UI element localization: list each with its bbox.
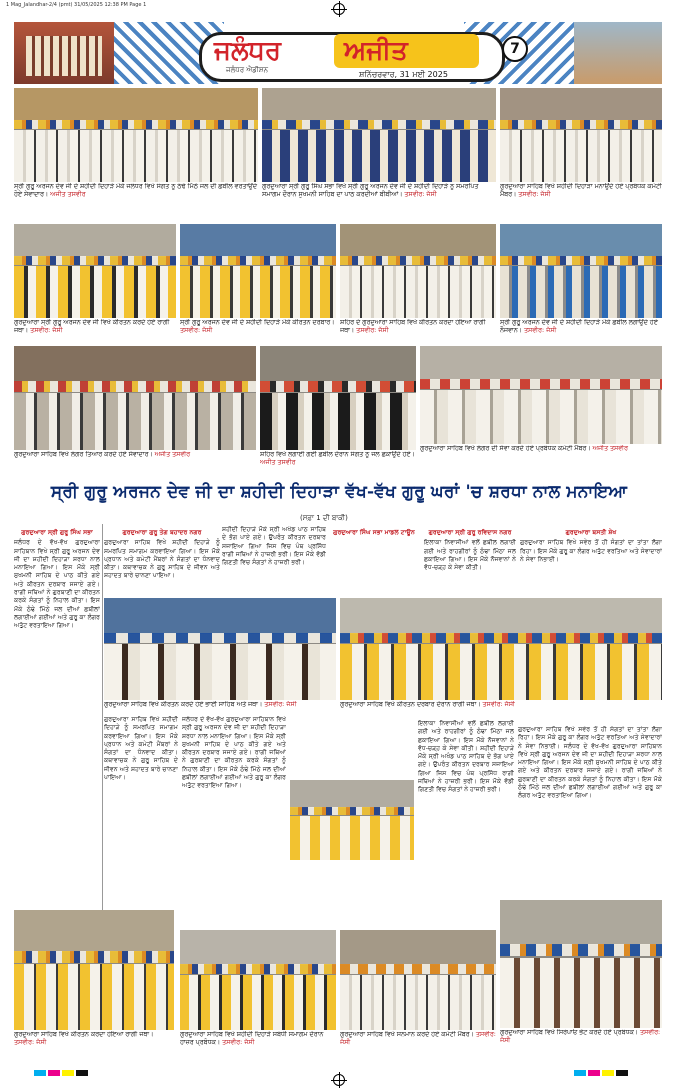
- page-number: 7: [502, 36, 528, 62]
- color-swatch: [34, 1070, 46, 1076]
- registration-mark-icon: [333, 3, 345, 15]
- photo-caption: ਗੁਰਦੁਆਰਾ ਸਾਹਿਬ ਵਿਖੇ ਸ਼ਹੀਦੀ ਦਿਹਾੜੇ ਸਬੰਧੀ ਸਮਾਗਮ ਦੌਰਾਨ ਹਾਜ਼ਰ ਪ੍ਰਬੰਧਕ। ਤਸਵੀਰ: ਜੱਸੀ: [180, 1031, 324, 1046]
- news-photo: [14, 910, 174, 1030]
- masthead-paper-name: ਅਜੀਤ: [334, 34, 479, 68]
- news-photo: [14, 224, 176, 318]
- main-headline: ਸ੍ਰੀ ਗੁਰੂ ਅਰਜਨ ਦੇਵ ਜੀ ਦਾ ਸ਼ਹੀਦੀ ਦਿਹਾੜਾ ਵੱਖ-ਵੱਖ ਗੁਰੂ ਘਰਾਂ 'ਚ ਸ਼ਰਧਾ ਨਾਲ ਮਨਾਇਆ: [50, 482, 628, 502]
- news-photo: [340, 598, 662, 700]
- news-photo: [340, 224, 496, 318]
- photo-caption: ਸ੍ਰੀ ਗੁਰੂ ਅਰਜਨ ਦੇਵ ਜੀ ਦੇ ਸ਼ਹੀਦੀ ਦਿਹਾੜੇ ਮੌਕੇ ਕੀਰਤਨ ਦਰਬਾਰ। ਤਸਵੀਰ: ਜੱਸੀ: [180, 319, 335, 334]
- color-swatch: [62, 1070, 74, 1076]
- photo-caption: ਗੁਰਦੁਆਰਾ ਸਾਹਿਬ ਵਿਖੇ ਸਿਰੋਪਾਓ ਭੇਟ ਕਰਦੇ ਹੋਏ ਪ੍ਰਬੰਧਕ। ਤਸਵੀਰ: ਜੱਸੀ: [500, 1029, 661, 1044]
- article-column: ਇਲਾਕਾ ਨਿਵਾਸੀਆਂ ਵਲੋਂ ਛਬੀਲ ਲਗਾਈ ਗਈ ਅਤੇ ਰਾਹਗੀਰਾਂ ਨੂੰ ਠੰਢਾ ਮਿੱਠਾ ਜਲ ਛਕਾਇਆ ਗਿਆ। ਇਸ ਮੌਕੇ ਨੌਜਵਾਨਾਂ ਨੇ ਵੱਧ-ਚੜ੍ਹ ਕੇ ਸੇਵਾ ਕੀਤੀ। ਸ਼ਹੀਦੀ ਦਿਹਾੜੇ ਮੌਕੇ ਸ੍ਰੀ ਅਖੰਡ ਪਾਠ ਸਾਹਿਬ ਦੇ ਭੋਗ ਪਾਏ ਗਏ। ਉਪਰੰਤ ਕੀਰਤਨ ਦਰਬਾਰ ਸਜਾਇਆ ਗਿਆ ਜਿਸ ਵਿਚ ਪੰਥ ਪ੍ਰਸਿੱਧ ਰਾਗੀ ਜਥਿਆਂ ਨੇ ਹਾਜ਼ਰੀ ਭਰੀ। ਇਸ ਮੌਕੇ ਵੱਡੀ ਗਿਣਤੀ ਵਿਚ ਸੰਗਤਾਂ ਨੇ ਹਾਜ਼ਰੀ ਭਰੀ।: [418, 720, 514, 794]
- news-photo: [500, 900, 662, 1028]
- registration-mark-icon: [333, 1074, 345, 1086]
- color-swatch: [48, 1070, 60, 1076]
- article-column: ਗੁਰਦੁਆਰਾ ਗੁਰੂ ਤੇਗ ਬਹਾਦਰ ਨਗਰ ਗੁਰਦੁਆਰਾ ਸਾਹਿਬ ਵਿਖੇ ਸ਼ਹੀਦੀ ਦਿਹਾੜੇ ਨੂੰ ਸਮਰਪਿਤ ਸਮਾਗਮ ਕਰਵਾਇਆ ਗਿਆ। ਇਸ ਮੌਕੇ ਪ੍ਰਧਾਨ ਅਤੇ ਕਮੇਟੀ ਮੈਂਬਰਾਂ ਨੇ ਸੰਗਤਾਂ ਦਾ ਧੰਨਵਾਦ ਕੀਤਾ। ਕਥਾਵਾਚਕ ਨੇ ਗੁਰੂ ਸਾਹਿਬ ਦੇ ਜੀਵਨ ਅਤੇ ਸ਼ਹਾਦਤ ਬਾਰੇ ਚਾਨਣਾ ਪਾਇਆ।: [104, 529, 220, 580]
- news-photo: [500, 224, 662, 318]
- masthead: [14, 22, 662, 84]
- masthead-building-image: [14, 22, 114, 84]
- article-column: ਸ਼ਹੀਦੀ ਦਿਹਾੜੇ ਮੌਕੇ ਸ੍ਰੀ ਅਖੰਡ ਪਾਠ ਸਾਹਿਬ ਦੇ ਭੋਗ ਪਾਏ ਗਏ। ਉਪਰੰਤ ਕੀਰਤਨ ਦਰਬਾਰ ਸਜਾਇਆ ਗਿਆ ਜਿਸ ਵਿਚ ਪੰਥ ਪ੍ਰਸਿੱਧ ਰਾਗੀ ਜਥਿਆਂ ਨੇ ਹਾਜ਼ਰੀ ਭਰੀ। ਇਸ ਮੌਕੇ ਵੱਡੀ ਗਿਣਤੀ ਵਿਚ ਸੰਗਤਾਂ ਨੇ ਹਾਜ਼ਰੀ ਭਰੀ।: [222, 526, 326, 567]
- photo-caption: ਗੁਰਦੁਆਰਾ ਸਾਹਿਬ ਵਿਖੇ ਲੰਗਰ ਤਿਆਰ ਕਰਦੇ ਹੋਏ ਸੇਵਾਦਾਰ। ਅਜੀਤ ਤਸਵੀਰ: [14, 451, 191, 458]
- news-photo: [14, 346, 256, 450]
- article-column: ਗੁਰਦੁਆਰਾ ਸ੍ਰੀ ਗੁਰੂ ਸਿੰਘ ਸਭਾ ਜਲੰਧਰ ਦੇ ਵੱਖ-ਵੱਖ ਗੁਰਦੁਆਰਾ ਸਾਹਿਬਾਨ ਵਿਖੇ ਸ੍ਰੀ ਗੁਰੂ ਅਰਜਨ ਦੇਵ ਜੀ ਦਾ ਸ਼ਹੀਦੀ ਦਿਹਾੜਾ ਸ਼ਰਧਾ ਨਾਲ ਮਨਾਇਆ ਗਿਆ। ਇਸ ਮੌਕੇ ਸ੍ਰੀ ਸੁਖਮਨੀ ਸਾਹਿਬ ਦੇ ਪਾਠ ਕੀਤੇ ਗਏ ਅਤੇ ਕੀਰਤਨ ਦਰਬਾਰ ਸਜਾਏ ਗਏ। ਰਾਗੀ ਜਥਿਆਂ ਨੇ ਗੁਰਬਾਣੀ ਦਾ ਕੀਰਤਨ ਕਰਕੇ ਸੰਗਤਾਂ ਨੂੰ ਨਿਹਾਲ ਕੀਤਾ। ਇਸ ਮੌਕੇ ਠੰਢੇ ਮਿੱਠੇ ਜਲ ਦੀਆਂ ਛਬੀਲਾਂ ਲਗਾਈਆਂ ਗਈਆਂ ਅਤੇ ਗੁਰੂ ਕਾ ਲੰਗਰ ਅਤੁੱਟ ਵਰਤਾਇਆ ਗਿਆ।: [14, 529, 100, 630]
- photo-caption: ਗੁਰਦੁਆਰਾ ਸ੍ਰੀ ਗੁਰੂ ਅਰਜਨ ਦੇਵ ਜੀ ਵਿਖੇ ਕੀਰਤਨ ਕਰਦੇ ਹੋਏ ਰਾਗੀ ਜਥਾ। ਤਸਵੀਰ: ਜੱਸੀ: [14, 319, 170, 334]
- photo-caption: ਸ਼ਹਿਰ ਦੇ ਗੁਰਦੁਆਰਾ ਸਾਹਿਬ ਵਿਖੇ ਕੀਰਤਨ ਕਰਦਾ ਹੋਇਆ ਰਾਗੀ ਜਥਾ। ਤਸਵੀਰ: ਜੱਸੀ: [340, 319, 486, 334]
- news-photo: [260, 346, 416, 450]
- photo-caption: ਗੁਰਦੁਆਰਾ ਸਾਹਿਬ ਵਿਖੇ ਕੀਰਤਨ ਕਰਦੇ ਹੋਏ ਭਾਈ ਸਾਹਿਬ ਅਤੇ ਜਥਾ। ਤਸਵੀਰ: ਜੱਸੀ: [104, 701, 297, 708]
- photo-caption: ਗੁਰਦੁਆਰਾ ਸ੍ਰੀ ਗੁਰੂ ਸਿੰਘ ਸਭਾ ਵਿਖੇ ਸ੍ਰੀ ਗੁਰੂ ਅਰਜਨ ਦੇਵ ਜੀ ਦੇ ਸ਼ਹੀਦੀ ਦਿਹਾੜੇ ਨੂੰ ਸਮਰਪਿਤ ਸਮਾਗਮ ਦੌਰਾਨ ਸੁਖਮਨੀ ਸਾਹਿਬ ਦਾ ਪਾਠ ਕਰਦੀਆਂ ਬੀਬੀਆਂ। ਤਸਵੀਰ: ਜੱਸੀ: [262, 183, 479, 198]
- article-column: ਗੁਰਦੁਆਰਾ ਸਾਹਿਬ ਵਿਖੇ ਸਵੇਰ ਤੋਂ ਹੀ ਸੰਗਤਾਂ ਦਾ ਤਾਂਤਾ ਲੱਗਾ ਰਿਹਾ। ਇਸ ਮੌਕੇ ਗੁਰੂ ਕਾ ਲੰਗਰ ਅਤੁੱਟ ਵਰਤਿਆ ਅਤੇ ਸੇਵਾਦਾਰਾਂ ਨੇ ਸੇਵਾ ਨਿਭਾਈ। ਜਲੰਧਰ ਦੇ ਵੱਖ-ਵੱਖ ਗੁਰਦੁਆਰਾ ਸਾਹਿਬਾਨ ਵਿਖੇ ਸ੍ਰੀ ਗੁਰੂ ਅਰਜਨ ਦੇਵ ਜੀ ਦਾ ਸ਼ਹੀਦੀ ਦਿਹਾੜਾ ਸ਼ਰਧਾ ਨਾਲ ਮਨਾਇਆ ਗਿਆ। ਇਸ ਮੌਕੇ ਸ੍ਰੀ ਸੁਖਮਨੀ ਸਾਹਿਬ ਦੇ ਪਾਠ ਕੀਤੇ ਗਏ ਅਤੇ ਕੀਰਤਨ ਦਰਬਾਰ ਸਜਾਏ ਗਏ। ਰਾਗੀ ਜਥਿਆਂ ਨੇ ਗੁਰਬਾਣੀ ਦਾ ਕੀਰਤਨ ਕਰਕੇ ਸੰਗਤਾਂ ਨੂੰ ਨਿਹਾਲ ਕੀਤਾ। ਇਸ ਮੌਕੇ ਠੰਢੇ ਮਿੱਠੇ ਜਲ ਦੀਆਂ ਛਬੀਲਾਂ ਲਗਾਈਆਂ ਗਈਆਂ ਅਤੇ ਗੁਰੂ ਕਾ ਲੰਗਰ ਅਤੁੱਟ ਵਰਤਾਇਆ ਗਿਆ।: [518, 726, 662, 800]
- news-photo: [14, 88, 258, 182]
- article-column: ਜਲੰਧਰ ਦੇ ਵੱਖ-ਵੱਖ ਗੁਰਦੁਆਰਾ ਸਾਹਿਬਾਨ ਵਿਖੇ ਸ੍ਰੀ ਗੁਰੂ ਅਰਜਨ ਦੇਵ ਜੀ ਦਾ ਸ਼ਹੀਦੀ ਦਿਹਾੜਾ ਸ਼ਰਧਾ ਨਾਲ ਮਨਾਇਆ ਗਿਆ। ਇਸ ਮੌਕੇ ਸ੍ਰੀ ਸੁਖਮਨੀ ਸਾਹਿਬ ਦੇ ਪਾਠ ਕੀਤੇ ਗਏ ਅਤੇ ਕੀਰਤਨ ਦਰਬਾਰ ਸਜਾਏ ਗਏ। ਰਾਗੀ ਜਥਿਆਂ ਨੇ ਗੁਰਬਾਣੀ ਦਾ ਕੀਰਤਨ ਕਰਕੇ ਸੰਗਤਾਂ ਨੂੰ ਨਿਹਾਲ ਕੀਤਾ। ਇਸ ਮੌਕੇ ਠੰਢੇ ਮਿੱਠੇ ਜਲ ਦੀਆਂ ਛਬੀਲਾਂ ਲਗਾਈਆਂ ਗਈਆਂ ਅਤੇ ਗੁਰੂ ਕਾ ਲੰਗਰ ਅਤੁੱਟ ਵਰਤਾਇਆ ਗਿਆ।: [182, 716, 286, 790]
- masthead-date: ਸ਼ਨਿੱਚਰਵਾਰ, 31 ਮਈ 2025: [359, 70, 448, 79]
- masthead-skyline-image: [574, 22, 662, 84]
- photo-caption: ਸ਼ਹਿਰ ਵਿਖੇ ਲਗਾਈ ਗਈ ਛਬੀਲ ਦੌਰਾਨ ਸੰਗਤ ਨੂੰ ਜਲ ਛਕਾਉਂਦੇ ਹੋਏ। ਅਜੀਤ ਤਸਵੀਰ: [260, 451, 415, 466]
- color-swatch: [574, 1070, 586, 1076]
- news-photo: [500, 88, 662, 182]
- photo-caption: ਸ੍ਰੀ ਗੁਰੂ ਅਰਜਨ ਦੇਵ ਜੀ ਦੇ ਸ਼ਹੀਦੀ ਦਿਹਾੜੇ ਮੌਕੇ ਜਲੰਧਰ ਵਿਖੇ ਸੰਗਤ ਨੂੰ ਠੰਢੇ ਮਿੱਠੇ ਜਲ ਦੀ ਛਬੀਲ ਵਰਤਾਉਂਦੇ ਹੋਏ ਸੇਵਾਦਾਰ। ਅਜੀਤ ਤਸਵੀਰ: [14, 183, 257, 198]
- news-photo: [262, 88, 496, 182]
- color-swatch: [76, 1070, 88, 1076]
- continued-label: (ਸਫ਼ਾ 1 ਦੀ ਬਾਕੀ): [300, 514, 348, 522]
- photo-caption: ਗੁਰਦੁਆਰਾ ਸਾਹਿਬ ਵਿਖੇ ਸ਼ਹੀਦੀ ਦਿਹਾੜਾ ਮਨਾਉਂਦੇ ਹੋਏ ਪ੍ਰਬੰਧਕ ਕਮੇਟੀ ਮੈਂਬਰ। ਤਸਵੀਰ: ਜੱਸੀ: [500, 183, 662, 198]
- photo-caption: ਗੁਰਦੁਆਰਾ ਸਾਹਿਬ ਵਿਖੇ ਲੰਗਰ ਦੀ ਸੇਵਾ ਕਰਦੇ ਹੋਏ ਪ੍ਰਬੰਧਕ ਕਮੇਟੀ ਮੈਂਬਰ। ਅਜੀਤ ਤਸਵੀਰ: [420, 445, 628, 452]
- color-swatch: [588, 1070, 600, 1076]
- news-photo: [420, 346, 662, 444]
- photo-caption: ਸ੍ਰੀ ਗੁਰੂ ਅਰਜਨ ਦੇਵ ਜੀ ਦੇ ਸ਼ਹੀਦੀ ਦਿਹਾੜੇ ਮੌਕੇ ਛਬੀਲ ਲਗਾਉਂਦੇ ਹੋਏ ਨੌਜਵਾਨ। ਤਸਵੀਰ: ਜੱਸੀ: [500, 319, 658, 334]
- column-rule: [102, 524, 103, 914]
- masthead-city: ਜਲੰਧਰ: [214, 36, 282, 66]
- article-column: ਗੁਰਦੁਆਰਾ ਸ੍ਰੀ ਗੁਰੂ ਰਵਿਦਾਸ ਨਗਰ ਇਲਾਕਾ ਨਿਵਾਸੀਆਂ ਵਲੋਂ ਛਬੀਲ ਲਗਾਈ ਗਈ ਅਤੇ ਰਾਹਗੀਰਾਂ ਨੂੰ ਠੰਢਾ ਮਿੱਠਾ ਜਲ ਛਕਾਇਆ ਗਿਆ। ਇਸ ਮੌਕੇ ਨੌਜਵਾਨਾਂ ਨੇ ਵੱਧ-ਚੜ੍ਹ ਕੇ ਸੇਵਾ ਕੀਤੀ।: [424, 529, 516, 572]
- article-column: ਗੁਰਦੁਆਰਾ ਬਸਤੀ ਸ਼ੇਖ ਗੁਰਦੁਆਰਾ ਸਾਹਿਬ ਵਿਖੇ ਸਵੇਰ ਤੋਂ ਹੀ ਸੰਗਤਾਂ ਦਾ ਤਾਂਤਾ ਲੱਗਾ ਰਿਹਾ। ਇਸ ਮੌਕੇ ਗੁਰੂ ਕਾ ਲੰਗਰ ਅਤੁੱਟ ਵਰਤਿਆ ਅਤੇ ਸੇਵਾਦਾਰਾਂ ਨੇ ਸੇਵਾ ਨਿਭਾਈ।: [520, 529, 662, 563]
- photo-caption: ਗੁਰਦੁਆਰਾ ਸਾਹਿਬ ਵਿਖੇ ਕੀਰਤਨ ਕਰਦਾ ਹੋਇਆ ਰਾਗੀ ਜਥਾ। ਤਸਵੀਰ: ਜੱਸੀ: [14, 1031, 154, 1046]
- news-photo: [180, 930, 336, 1030]
- color-swatch: [616, 1070, 628, 1076]
- news-photo: [180, 224, 336, 318]
- article-column: ਗੁਰਦੁਆਰਾ ਸਿੰਘ ਸਭਾ ਮਾਡਲ ਟਾਊਨ: [333, 529, 415, 536]
- masthead-edition: ਜਲੰਧਰ ਐਡੀਸ਼ਨ: [226, 66, 268, 74]
- color-swatch: [602, 1070, 614, 1076]
- photo-caption: ਗੁਰਦੁਆਰਾ ਸਾਹਿਬ ਵਿਖੇ ਕੀਰਤਨ ਦਰਬਾਰ ਦੌਰਾਨ ਰਾਗੀ ਜਥਾ। ਤਸਵੀਰ: ਜੱਸੀ: [340, 701, 515, 708]
- news-photo: [290, 780, 414, 860]
- news-photo: [104, 598, 336, 700]
- article-column: ਗੁਰਦੁਆਰਾ ਸਾਹਿਬ ਵਿਖੇ ਸ਼ਹੀਦੀ ਦਿਹਾੜੇ ਨੂੰ ਸਮਰਪਿਤ ਸਮਾਗਮ ਕਰਵਾਇਆ ਗਿਆ। ਇਸ ਮੌਕੇ ਪ੍ਰਧਾਨ ਅਤੇ ਕਮੇਟੀ ਮੈਂਬਰਾਂ ਨੇ ਸੰਗਤਾਂ ਦਾ ਧੰਨਵਾਦ ਕੀਤਾ। ਕਥਾਵਾਚਕ ਨੇ ਗੁਰੂ ਸਾਹਿਬ ਦੇ ਜੀਵਨ ਅਤੇ ਸ਼ਹਾਦਤ ਬਾਰੇ ਚਾਨਣਾ ਪਾਇਆ।: [104, 716, 178, 782]
- photo-caption: ਗੁਰਦੁਆਰਾ ਸਾਹਿਬ ਵਿਖੇ ਸਨਮਾਨ ਕਰਦੇ ਹੋਏ ਕਮੇਟੀ ਮੈਂਬਰ। ਤਸਵੀਰ: ਜੱਸੀ: [340, 1031, 496, 1046]
- print-slug: 1 Mag_Jalandhar-2/4 (pmt) 31/05/2025 12:38 PM Page 1: [6, 2, 147, 8]
- news-photo: [340, 930, 496, 1030]
